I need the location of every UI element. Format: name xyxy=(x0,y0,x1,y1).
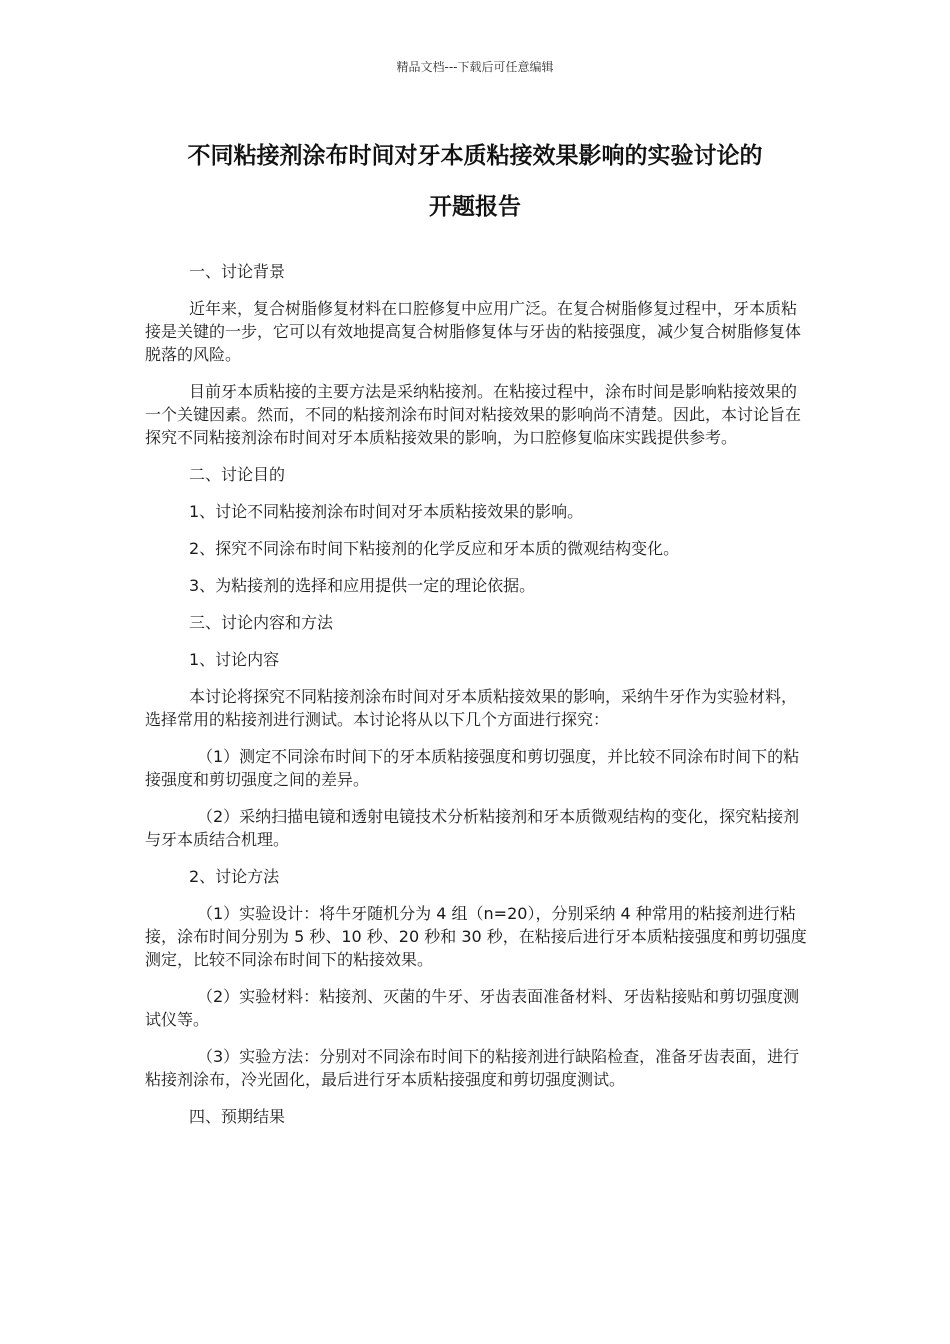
content-paragraph: 本讨论将探究不同粘接剂涂布时间对牙本质粘接效果的影响，采纳牛牙作为实验材料，选择常用的粘接剂进行测试。本讨论将从以下几个方面进行探究： xyxy=(145,687,798,729)
title-line-1: 不同粘接剂涂布时间对牙本质粘接效果影响的实验讨论的 xyxy=(187,143,763,169)
background-paragraph-1: 近年来，复合树脂修复材料在口腔修复中应用广泛。在复合树脂修复过程中，牙本质粘接是关键的一步，它可以有效地提高复合树脂修复体与牙齿的粘接强度，减少复合树脂修复体脱落的风险。 xyxy=(145,299,802,364)
purpose-item-1: 1、讨论不同粘接剂涂布时间对牙本质粘接效果的影响。 xyxy=(189,502,584,521)
background-paragraph-2: 目前牙本质粘接的主要方法是采纳粘接剂。在粘接过程中，涂布时间是影响粘接效果的一个关键因素。然而，不同的粘接剂涂布时间对粘接效果的影响尚不清楚。因此，本讨论旨在探究不同粘接剂涂布时间对牙本质粘接效果的影响，为口腔修复临床实践提供参考。 xyxy=(145,382,802,447)
purpose-item-2: 2、探究不同涂布时间下粘接剂的化学反应和牙本质的微观结构变化。 xyxy=(189,539,680,558)
section-heading-content-method: 三、讨论内容和方法 xyxy=(189,613,334,632)
content-item-1: （1）测定不同涂布时间下的牙本质粘接强度和剪切强度，并比较不同涂布时间下的粘接强度和剪切强度之间的差异。 xyxy=(145,747,800,789)
method-item-3: （3）实验方法：分别对不同涂布时间下的粘接剂进行缺陷检查，准备牙齿表面，进行粘接剂涂布，冷光固化，最后进行牙本质粘接强度和剪切强度测试。 xyxy=(145,1047,800,1089)
section-heading-background: 一、讨论背景 xyxy=(189,262,286,281)
section-heading-purpose: 二、讨论目的 xyxy=(189,465,286,484)
method-item-1: （1）实验设计：将牛牙随机分为 4 组（n=20），分别采纳 4 种常用的粘接剂进行粘接，涂布时间分别为 5 秒、10 秒、20 秒和 30 秒，在粘接后进行牙本质粘接强度和剪切强度测定，比较不同涂布时间下的粘接效果。 xyxy=(145,904,807,969)
method-item-2: （2）实验材料：粘接剂、灭菌的牛牙、牙齿表面准备材料、牙齿粘接贴和剪切强度测试仪等。 xyxy=(145,987,800,1029)
subheading-content: 1、讨论内容 xyxy=(189,650,280,669)
page-header: 精品文档---下载后可任意编辑 xyxy=(396,60,554,74)
content-item-2: （2）采纳扫描电镜和透射电镜技术分析粘接剂和牙本质微观结构的变化，探究粘接剂与牙本质结合机理。 xyxy=(145,807,800,849)
document-body xyxy=(145,260,807,1128)
purpose-item-3: 3、为粘接剂的选择和应用提供一定的理论依据。 xyxy=(189,576,536,595)
section-heading-expected-results: 四、预期结果 xyxy=(189,1107,286,1126)
subheading-method: 2、讨论方法 xyxy=(189,867,280,886)
title-line-2: 开题报告 xyxy=(429,194,521,220)
